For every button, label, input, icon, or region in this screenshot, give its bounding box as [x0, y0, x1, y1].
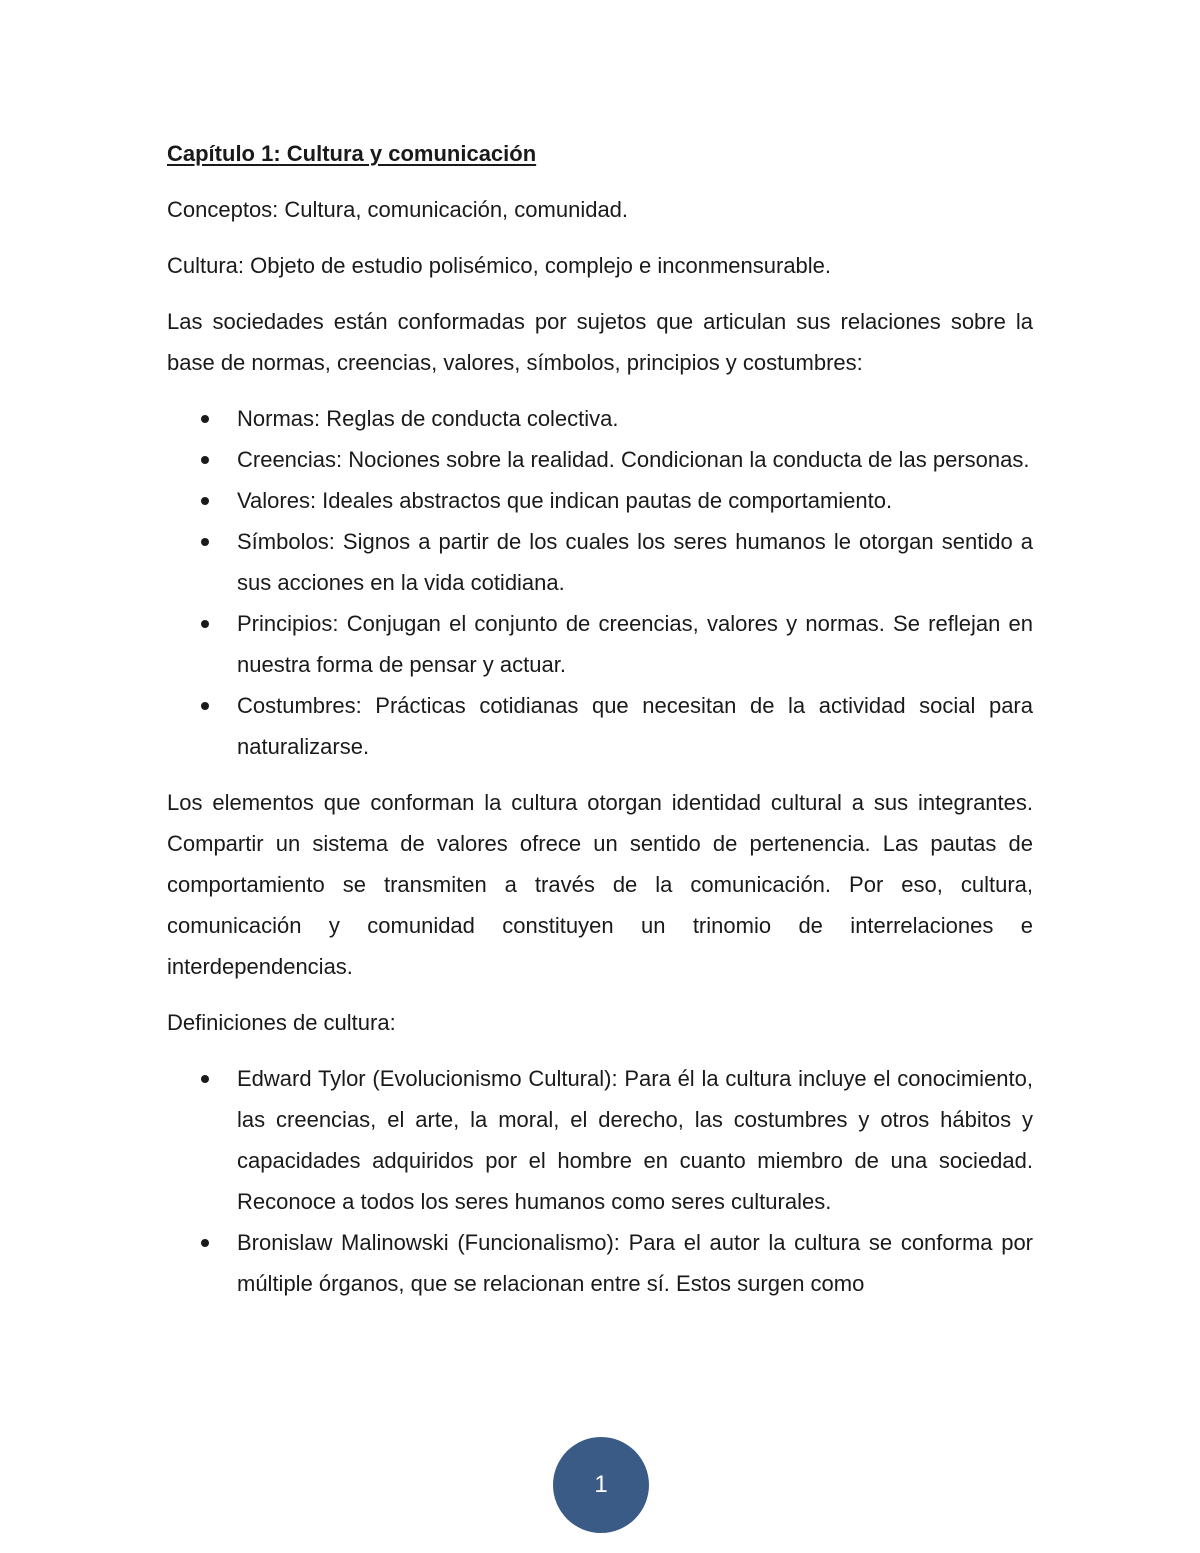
culture-definition: Cultura: Objeto de estudio polisémico, complejo e inconmensurable. [167, 253, 832, 278]
page-number: 1 [594, 1471, 608, 1498]
chapter-title: Capítulo 1: Cultura y comunicación [167, 141, 537, 166]
list-item-text: Valores: Ideales abstractos que indican pautas de comportamiento. [237, 488, 893, 513]
list-item [167, 439, 1033, 480]
list-item [167, 480, 1033, 521]
page-number-badge [553, 1437, 649, 1533]
concepts-line: Conceptos: Cultura, comunicación, comunidad. [167, 197, 629, 222]
bullet-icon [201, 1239, 209, 1247]
list-item-text: Símbolos: Signos a partir de los cuales los seres humanos le otorgan sentido a sus acciones en la vida cotidiana. [237, 529, 1033, 595]
bullet-icon [201, 415, 209, 423]
intro-paragraph: Las sociedades están conformadas por sujetos que articulan sus relaciones sobre la base de normas, creencias, valores, símbolos, principios y costumbres: [167, 309, 1033, 375]
list-item-text: Edward Tylor (Evolucionismo Cultural): Para él la cultura incluye el conocimiento, las creencias, el arte, la moral, el derecho, las costumbres y otros hábitos y capacidades adquiridos por el hombre en cuanto miembro de una sociedad. Reconoce a todos los seres humanos como seres culturales. [237, 1066, 1033, 1214]
bullet-icon [201, 497, 209, 505]
bullet-icon [201, 538, 209, 546]
list-item [167, 1222, 1033, 1304]
list-item-text: Costumbres: Prácticas cotidianas que necesitan de la actividad social para naturalizarse. [237, 693, 1033, 759]
definitions-list [167, 1058, 1033, 1304]
document-body [167, 133, 1033, 1319]
list-item [167, 603, 1033, 685]
identity-paragraph: Los elementos que conforman la cultura otorgan identidad cultural a sus integrantes. Compartir un sistema de valores ofrece un sentido de pertenencia. Las pautas de comportamiento se transmiten a través de la comunicación. Por eso, cultura, comunicación y comunidad constituyen un trinomio de interrelaciones e interdependencias. [167, 790, 1033, 979]
list-item-text: Principios: Conjugan el conjunto de creencias, valores y normas. Se reflejan en nuestra forma de pensar y actuar. [237, 611, 1033, 677]
definitions-heading: Definiciones de cultura: [167, 1010, 396, 1035]
list-item [167, 1058, 1033, 1222]
list-item [167, 521, 1033, 603]
bullet-icon [201, 456, 209, 464]
list-item-text: Bronislaw Malinowski (Funcionalismo): Para el autor la cultura se conforma por múltiple órganos, que se relacionan entre sí. Estos surgen como [237, 1230, 1033, 1296]
list-item [167, 685, 1033, 767]
bullet-icon [201, 620, 209, 628]
list-item-text: Creencias: Nociones sobre la realidad. Condicionan la conducta de las personas. [237, 447, 1030, 472]
list-item [167, 398, 1033, 439]
bullet-icon [201, 1075, 209, 1083]
culture-elements-list [167, 398, 1033, 767]
bullet-icon [201, 702, 209, 710]
list-item-text: Normas: Reglas de conducta colectiva. [237, 406, 619, 431]
